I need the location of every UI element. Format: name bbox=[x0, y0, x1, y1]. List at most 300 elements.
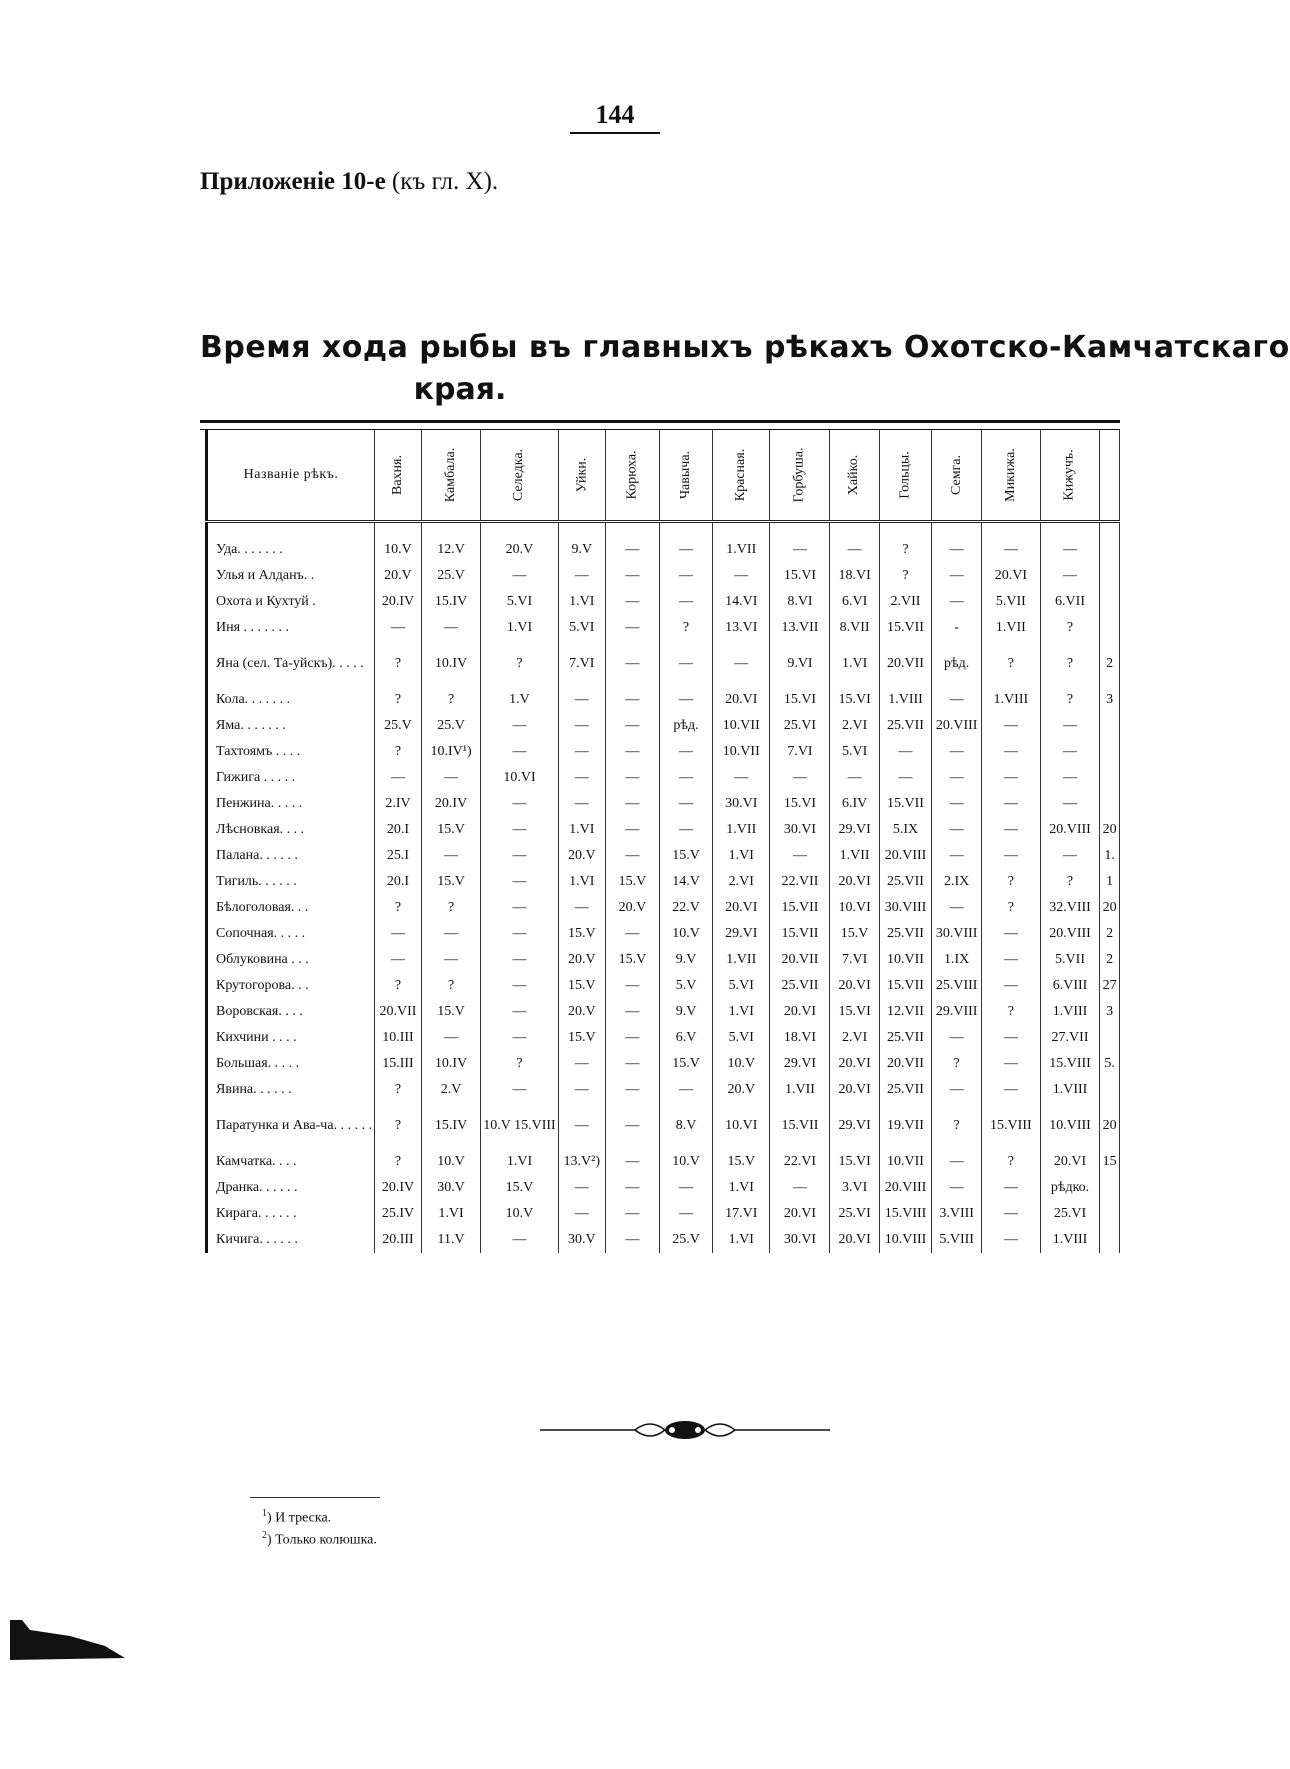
run-date-cell: ? bbox=[982, 641, 1041, 687]
run-date-cell: 1.VII bbox=[713, 817, 770, 843]
run-date-cell: — bbox=[659, 522, 712, 564]
run-date-cell: 10.V bbox=[421, 1149, 480, 1175]
run-date-cell: 15.V bbox=[558, 921, 605, 947]
run-date-cell: 20.V bbox=[605, 895, 659, 921]
run-date-cell: 7.VI bbox=[770, 739, 830, 765]
column-header-label: Селедка. bbox=[511, 448, 527, 502]
run-date-cell: 19.VII bbox=[879, 1103, 931, 1149]
river-name-cell: Паратунка и Ава-ча. . . . . . bbox=[207, 1103, 375, 1149]
run-date-cell bbox=[1100, 522, 1120, 564]
run-date-cell: 8.VI bbox=[770, 589, 830, 615]
run-date-cell: — bbox=[659, 641, 712, 687]
run-date-cell: — bbox=[713, 641, 770, 687]
run-date-cell: 10.V bbox=[375, 522, 422, 564]
run-date-cell: — bbox=[1040, 791, 1100, 817]
run-date-cell: 15.VII bbox=[770, 921, 830, 947]
run-date-cell: — bbox=[481, 921, 558, 947]
run-date-cell: 29.VI bbox=[830, 1103, 879, 1149]
run-date-cell: 10.VII bbox=[713, 739, 770, 765]
run-date-cell: 6.IV bbox=[830, 791, 879, 817]
run-date-cell: 9.V bbox=[659, 947, 712, 973]
river-name-cell: Кирага. . . . . . bbox=[207, 1201, 375, 1227]
run-date-cell: — bbox=[481, 895, 558, 921]
appendix-heading bbox=[200, 168, 498, 196]
run-date-cell: 2 bbox=[1100, 947, 1120, 973]
run-date-cell: 10.V bbox=[659, 1149, 712, 1175]
run-date-cell: — bbox=[982, 843, 1041, 869]
ornament-divider bbox=[540, 1415, 830, 1445]
run-date-cell: 25.VII bbox=[879, 1077, 931, 1103]
run-date-cell: 20.V bbox=[558, 843, 605, 869]
run-date-cell: — bbox=[481, 817, 558, 843]
run-date-cell: 30.VIII bbox=[932, 921, 982, 947]
run-date-cell: 1.VIII bbox=[982, 687, 1041, 713]
run-date-cell: 20.VI bbox=[770, 1201, 830, 1227]
run-date-cell: — bbox=[605, 1025, 659, 1051]
run-date-cell: — bbox=[982, 791, 1041, 817]
run-date-cell: — bbox=[1040, 765, 1100, 791]
run-date-cell: — bbox=[659, 817, 712, 843]
run-date-cell: 20.VI bbox=[770, 999, 830, 1025]
run-date-cell: — bbox=[558, 739, 605, 765]
run-date-cell: 2 bbox=[1100, 921, 1120, 947]
run-date-cell: ? bbox=[982, 869, 1041, 895]
run-date-cell: — bbox=[375, 947, 422, 973]
table-row bbox=[207, 1175, 1120, 1201]
river-name-cell: Улья и Алданъ. . bbox=[207, 563, 375, 589]
run-date-cell: — bbox=[982, 765, 1041, 791]
run-date-cell: 2.IX bbox=[932, 869, 982, 895]
run-date-cell: — bbox=[481, 1025, 558, 1051]
run-date-cell: — bbox=[421, 615, 480, 641]
run-date-cell: ? bbox=[879, 522, 931, 564]
run-date-cell: 15.V bbox=[605, 869, 659, 895]
column-header-6 bbox=[659, 430, 712, 522]
run-date-cell: 6.VI bbox=[830, 589, 879, 615]
run-date-cell: — bbox=[558, 1175, 605, 1201]
run-date-cell: — bbox=[605, 765, 659, 791]
column-header-label: Гольцы. bbox=[897, 451, 913, 499]
run-date-cell: 25.VII bbox=[879, 1025, 931, 1051]
run-date-cell: 20.VII bbox=[879, 641, 931, 687]
column-header-13 bbox=[1040, 430, 1100, 522]
run-date-cell: 20.V bbox=[558, 947, 605, 973]
run-date-cell: ? bbox=[375, 687, 422, 713]
run-date-cell: 13.VI bbox=[713, 615, 770, 641]
run-date-cell: 30.VI bbox=[713, 791, 770, 817]
run-date-cell: 5.VI bbox=[713, 1025, 770, 1051]
run-date-cell: ? bbox=[1040, 615, 1100, 641]
run-date-cell: 1.VI bbox=[713, 843, 770, 869]
run-date-cell: — bbox=[830, 522, 879, 564]
river-name-cell: Кихчини . . . . bbox=[207, 1025, 375, 1051]
table-row bbox=[207, 713, 1120, 739]
column-header-label: Горбуша. bbox=[791, 447, 807, 503]
run-date-cell: 27 bbox=[1100, 973, 1120, 999]
column-header-12 bbox=[982, 430, 1041, 522]
run-date-cell: — bbox=[932, 843, 982, 869]
run-date-cell: — bbox=[713, 563, 770, 589]
run-date-cell: — bbox=[558, 895, 605, 921]
run-date-cell: 1.VI bbox=[481, 1149, 558, 1175]
run-date-cell: — bbox=[982, 817, 1041, 843]
run-date-cell bbox=[1100, 1077, 1120, 1103]
run-date-cell: ? bbox=[982, 1149, 1041, 1175]
run-date-cell: 20.VIII bbox=[879, 843, 931, 869]
run-date-cell: — bbox=[481, 1227, 558, 1253]
run-date-cell: 25.I bbox=[375, 843, 422, 869]
run-date-cell: 5.V bbox=[659, 973, 712, 999]
column-header-label: Вахня. bbox=[389, 455, 405, 495]
run-date-cell: 27.VII bbox=[1040, 1025, 1100, 1051]
run-date-cell: — bbox=[481, 739, 558, 765]
run-date-cell: — bbox=[605, 1103, 659, 1149]
run-date-cell: 20.V bbox=[375, 563, 422, 589]
run-date-cell bbox=[1100, 1201, 1120, 1227]
run-date-cell: 10.VIII bbox=[879, 1227, 931, 1253]
run-date-cell: 25.IV bbox=[375, 1201, 422, 1227]
run-date-cell: — bbox=[982, 739, 1041, 765]
table-subtitle: края. bbox=[413, 372, 507, 407]
run-date-cell: 1.VI bbox=[713, 1175, 770, 1201]
run-date-cell: 1.VII bbox=[830, 843, 879, 869]
run-date-cell: 25.VII bbox=[879, 921, 931, 947]
run-date-cell bbox=[1100, 589, 1120, 615]
run-date-cell: 10.VII bbox=[879, 947, 931, 973]
run-date-cell: 1.VI bbox=[558, 817, 605, 843]
run-date-cell: 15.V bbox=[421, 817, 480, 843]
run-date-cell: — bbox=[481, 563, 558, 589]
table-row bbox=[207, 895, 1120, 921]
run-date-cell: 20 bbox=[1100, 895, 1120, 921]
run-date-cell: — bbox=[932, 895, 982, 921]
river-name-cell: Облуковина . . . bbox=[207, 947, 375, 973]
run-date-cell: — bbox=[770, 765, 830, 791]
run-date-cell: ? bbox=[421, 895, 480, 921]
run-date-cell: 15.VII bbox=[770, 895, 830, 921]
run-date-cell: — bbox=[605, 999, 659, 1025]
river-name-cell: Гижига . . . . . bbox=[207, 765, 375, 791]
run-date-cell: 20.V bbox=[481, 522, 558, 564]
run-date-cell: — bbox=[659, 589, 712, 615]
run-date-cell: 15.VIII bbox=[879, 1201, 931, 1227]
run-date-cell: 29.VIII bbox=[932, 999, 982, 1025]
run-date-cell: — bbox=[481, 791, 558, 817]
run-date-cell: 1.VIII bbox=[879, 687, 931, 713]
run-date-cell: - bbox=[932, 615, 982, 641]
run-date-cell: — bbox=[605, 843, 659, 869]
run-date-cell: ? bbox=[375, 973, 422, 999]
run-date-cell: — bbox=[770, 522, 830, 564]
run-date-cell: — bbox=[982, 1201, 1041, 1227]
run-date-cell: 30.V bbox=[421, 1175, 480, 1201]
river-name-cell: Лѣсновкая. . . . bbox=[207, 817, 375, 843]
river-name-cell: Камчатка. . . . bbox=[207, 1149, 375, 1175]
run-date-cell: 15.IV bbox=[421, 1103, 480, 1149]
run-date-cell: ? bbox=[982, 895, 1041, 921]
run-date-cell: — bbox=[605, 641, 659, 687]
run-date-cell: — bbox=[982, 1227, 1041, 1253]
river-name-cell: Бѣлоголовая. . . bbox=[207, 895, 375, 921]
run-date-cell: 6.VII bbox=[1040, 589, 1100, 615]
run-date-cell: — bbox=[375, 615, 422, 641]
run-date-cell: — bbox=[982, 921, 1041, 947]
run-date-cell: — bbox=[481, 713, 558, 739]
run-date-cell bbox=[1100, 739, 1120, 765]
run-date-cell: 20.VIII bbox=[932, 713, 982, 739]
run-date-cell: 13.V²) bbox=[558, 1149, 605, 1175]
river-name-cell: Уда. . . . . . . bbox=[207, 522, 375, 564]
run-date-cell: 30.V bbox=[558, 1227, 605, 1253]
column-header-label: Названіе рѣкъ. bbox=[243, 467, 339, 482]
run-date-cell: 2.VII bbox=[879, 589, 931, 615]
table-body bbox=[207, 522, 1120, 1254]
run-date-cell: — bbox=[605, 1051, 659, 1077]
footnote-1-text: И треска. bbox=[275, 1510, 332, 1526]
fish-run-table bbox=[205, 430, 1120, 1253]
river-name-cell: Кичига. . . . . . bbox=[207, 1227, 375, 1253]
appendix-label: Приложеніе 10-е bbox=[200, 168, 386, 195]
table-row bbox=[207, 563, 1120, 589]
run-date-cell: 1.VII bbox=[982, 615, 1041, 641]
river-name-cell: Кола. . . . . . . bbox=[207, 687, 375, 713]
run-date-cell: 1.VI bbox=[713, 999, 770, 1025]
run-date-cell: 6.VIII bbox=[1040, 973, 1100, 999]
run-date-cell: 15.V bbox=[659, 843, 712, 869]
run-date-cell: 2 bbox=[1100, 641, 1120, 687]
run-date-cell: 20.VI bbox=[713, 895, 770, 921]
table-row bbox=[207, 1201, 1120, 1227]
run-date-cell: 15.III bbox=[375, 1051, 422, 1077]
run-date-cell: — bbox=[1040, 843, 1100, 869]
run-date-cell: 20.VI bbox=[830, 1227, 879, 1253]
run-date-cell: 8.V bbox=[659, 1103, 712, 1149]
run-date-cell: 15.VI bbox=[770, 791, 830, 817]
run-date-cell: — bbox=[558, 1051, 605, 1077]
run-date-cell: 12.V bbox=[421, 522, 480, 564]
river-name-cell: Тигиль. . . . . . bbox=[207, 869, 375, 895]
run-date-cell: — bbox=[770, 843, 830, 869]
run-date-cell: — bbox=[1040, 739, 1100, 765]
run-date-cell: 1.VIII bbox=[1040, 1227, 1100, 1253]
column-header-7 bbox=[713, 430, 770, 522]
run-date-cell: 29.VI bbox=[770, 1051, 830, 1077]
run-date-cell: — bbox=[932, 817, 982, 843]
run-date-cell: 1.V bbox=[481, 687, 558, 713]
table-row bbox=[207, 999, 1120, 1025]
run-date-cell: 25.V bbox=[421, 563, 480, 589]
run-date-cell: — bbox=[982, 973, 1041, 999]
run-date-cell: 20.IV bbox=[421, 791, 480, 817]
run-date-cell: ? bbox=[932, 1103, 982, 1149]
run-date-cell: ? bbox=[1040, 687, 1100, 713]
run-date-cell: — bbox=[659, 765, 712, 791]
run-date-cell: 1.VIII bbox=[1040, 999, 1100, 1025]
run-date-cell: 30.VIII bbox=[879, 895, 931, 921]
run-date-cell: рѣд. bbox=[932, 641, 982, 687]
run-date-cell: — bbox=[558, 1201, 605, 1227]
run-date-cell bbox=[1100, 765, 1120, 791]
run-date-cell: — bbox=[830, 765, 879, 791]
run-date-cell: 15.VI bbox=[770, 687, 830, 713]
run-date-cell: — bbox=[421, 921, 480, 947]
table-row bbox=[207, 947, 1120, 973]
column-header-14 bbox=[1100, 430, 1120, 522]
river-name-cell: Тахтоямъ . . . . bbox=[207, 739, 375, 765]
run-date-cell: 25.VII bbox=[879, 869, 931, 895]
column-header-8 bbox=[770, 430, 830, 522]
run-date-cell: — bbox=[605, 615, 659, 641]
run-date-cell: — bbox=[605, 1175, 659, 1201]
run-date-cell: 20.IV bbox=[375, 589, 422, 615]
run-date-cell: 20.III bbox=[375, 1227, 422, 1253]
run-date-cell: 18.VI bbox=[830, 563, 879, 589]
run-date-cell: 18.VI bbox=[770, 1025, 830, 1051]
run-date-cell: 3.VI bbox=[830, 1175, 879, 1201]
table-row bbox=[207, 687, 1120, 713]
run-date-cell bbox=[1100, 615, 1120, 641]
run-date-cell: — bbox=[932, 687, 982, 713]
run-date-cell: — bbox=[605, 1227, 659, 1253]
table-row bbox=[207, 791, 1120, 817]
run-date-cell: 5.VI bbox=[713, 973, 770, 999]
run-date-cell: ? bbox=[421, 973, 480, 999]
run-date-cell: — bbox=[932, 1149, 982, 1175]
run-date-cell: 15 bbox=[1100, 1149, 1120, 1175]
run-date-cell: 22.VII bbox=[770, 869, 830, 895]
table-row bbox=[207, 869, 1120, 895]
run-date-cell: — bbox=[982, 1025, 1041, 1051]
column-header-label: Камбала. bbox=[443, 447, 459, 503]
run-date-cell: 10.VIII bbox=[1040, 1103, 1100, 1149]
run-date-cell: 1.VII bbox=[770, 1077, 830, 1103]
run-date-cell: — bbox=[879, 765, 931, 791]
table-row bbox=[207, 589, 1120, 615]
column-header-label: Корюха. bbox=[624, 450, 640, 500]
run-date-cell: 20 bbox=[1100, 1103, 1120, 1149]
run-date-cell: ? bbox=[659, 615, 712, 641]
run-date-cell: — bbox=[932, 739, 982, 765]
column-header-label: Кижучъ. bbox=[1062, 449, 1078, 501]
run-date-cell: 20.V bbox=[558, 999, 605, 1025]
run-date-cell: 30.VI bbox=[770, 817, 830, 843]
run-date-cell: — bbox=[605, 921, 659, 947]
run-date-cell: 5.VI bbox=[558, 615, 605, 641]
river-name-cell: Сопочная. . . . . bbox=[207, 921, 375, 947]
run-date-cell: 15.V bbox=[713, 1149, 770, 1175]
run-date-cell: ? bbox=[932, 1051, 982, 1077]
run-date-cell: 20.IV bbox=[375, 1175, 422, 1201]
run-date-cell: 25.VI bbox=[830, 1201, 879, 1227]
scan-ink-blot bbox=[10, 1620, 125, 1660]
run-date-cell: 29.VI bbox=[713, 921, 770, 947]
run-date-cell bbox=[1100, 563, 1120, 589]
table-row bbox=[207, 843, 1120, 869]
run-date-cell: 15.V bbox=[421, 869, 480, 895]
run-date-cell: 15.V bbox=[830, 921, 879, 947]
run-date-cell: — bbox=[481, 1077, 558, 1103]
run-date-cell: — bbox=[659, 563, 712, 589]
run-date-cell: ? bbox=[375, 1103, 422, 1149]
table-row bbox=[207, 973, 1120, 999]
run-date-cell bbox=[1100, 791, 1120, 817]
run-date-cell: ? bbox=[879, 563, 931, 589]
table-row bbox=[207, 641, 1120, 687]
run-date-cell: — bbox=[481, 869, 558, 895]
run-date-cell: 1.VI bbox=[713, 1227, 770, 1253]
run-date-cell: — bbox=[558, 791, 605, 817]
run-date-cell: — bbox=[605, 817, 659, 843]
run-date-cell: 2.VI bbox=[830, 713, 879, 739]
run-date-cell: 14.VI bbox=[713, 589, 770, 615]
river-name-cell: Дранка. . . . . . bbox=[207, 1175, 375, 1201]
run-date-cell: — bbox=[982, 1175, 1041, 1201]
run-date-cell: 22.V bbox=[659, 895, 712, 921]
run-date-cell: 5.VII bbox=[982, 589, 1041, 615]
run-date-cell: — bbox=[558, 765, 605, 791]
run-date-cell: — bbox=[932, 1175, 982, 1201]
run-date-cell: 5. bbox=[1100, 1051, 1120, 1077]
run-date-cell: ? bbox=[375, 641, 422, 687]
run-date-cell: 1.IX bbox=[932, 947, 982, 973]
run-date-cell: — bbox=[605, 1149, 659, 1175]
run-date-cell: 20.VI bbox=[830, 1051, 879, 1077]
column-header-label: Уйки. bbox=[573, 457, 589, 493]
run-date-cell: 25.VI bbox=[770, 713, 830, 739]
column-header-label: Чавыча. bbox=[678, 450, 694, 500]
page-number: 144 bbox=[570, 100, 660, 134]
run-date-cell: 20.V bbox=[713, 1077, 770, 1103]
run-date-cell: — bbox=[605, 739, 659, 765]
run-date-cell: 15.V bbox=[605, 947, 659, 973]
column-header-3 bbox=[481, 430, 558, 522]
appendix-chapter: (къ гл. X). bbox=[391, 168, 499, 195]
run-date-cell: 15.VI bbox=[830, 687, 879, 713]
run-date-cell: — bbox=[605, 1077, 659, 1103]
run-date-cell: 15.VII bbox=[879, 615, 931, 641]
run-date-cell: 5.VIII bbox=[932, 1227, 982, 1253]
run-date-cell: — bbox=[605, 713, 659, 739]
run-date-cell: 15.V bbox=[481, 1175, 558, 1201]
run-date-cell: 1.VI bbox=[830, 641, 879, 687]
run-date-cell: — bbox=[713, 765, 770, 791]
run-date-cell: 20.VI bbox=[830, 1077, 879, 1103]
run-date-cell: — bbox=[1040, 522, 1100, 564]
column-header-river bbox=[207, 430, 375, 522]
footnote-2-mark: 2 bbox=[262, 1530, 267, 1541]
run-date-cell: 3 bbox=[1100, 687, 1120, 713]
run-date-cell: 15.V bbox=[558, 973, 605, 999]
run-date-cell: ? bbox=[1040, 869, 1100, 895]
run-date-cell: 10.IV¹) bbox=[421, 739, 480, 765]
run-date-cell: 32.VIII bbox=[1040, 895, 1100, 921]
run-date-cell: — bbox=[932, 791, 982, 817]
run-date-cell: 15.VI bbox=[830, 1149, 879, 1175]
footnote-1: $^1$) И треска. bbox=[262, 1508, 332, 1526]
run-date-cell: 20.VI bbox=[830, 869, 879, 895]
run-date-cell: 2.IV bbox=[375, 791, 422, 817]
run-date-cell: 20.VII bbox=[879, 1051, 931, 1077]
run-date-cell: 20.VII bbox=[770, 947, 830, 973]
run-date-cell bbox=[1100, 1227, 1120, 1253]
table-row bbox=[207, 1051, 1120, 1077]
run-date-cell: — bbox=[659, 1077, 712, 1103]
river-name-cell: Пенжина. . . . . bbox=[207, 791, 375, 817]
run-date-cell: 2.VI bbox=[830, 1025, 879, 1051]
run-date-cell: — bbox=[421, 765, 480, 791]
run-date-cell: 1.VI bbox=[558, 589, 605, 615]
run-date-cell: 15.VIII bbox=[1040, 1051, 1100, 1077]
